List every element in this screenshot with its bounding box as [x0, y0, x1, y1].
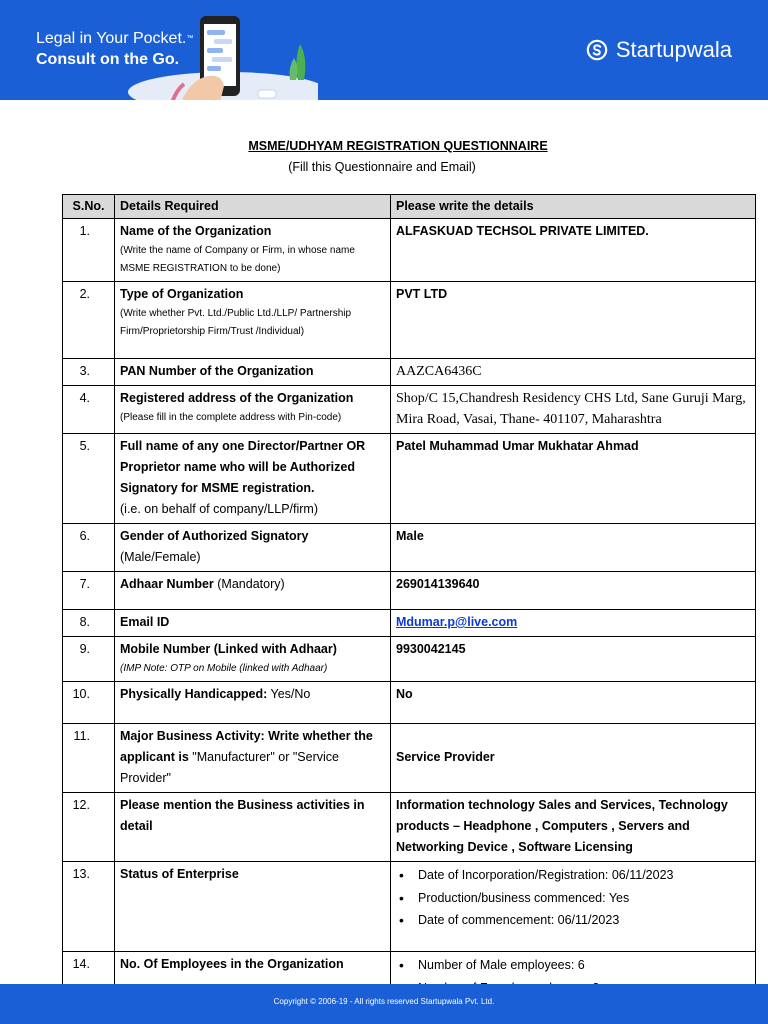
row-label: Adhaar Number	[120, 577, 214, 591]
row-note: (IMP Note: OTP on Mobile (linked with Adhaar)	[120, 663, 328, 674]
row-label: No. Of Employees in the Organization	[115, 952, 391, 1003]
row-value: PVT LTD	[391, 282, 756, 359]
table-row	[63, 724, 756, 793]
list-item: • Number of Male employees: 6	[396, 954, 750, 977]
tagline-line2: Consult on the Go.	[36, 51, 180, 68]
copyright-text: Copyright © 2006-19 - All rights reserved Startupwala Pvt. Ltd.	[273, 997, 495, 1006]
table-row	[63, 524, 756, 572]
row-sno: 5.	[63, 434, 115, 524]
startupwala-logo-icon	[586, 39, 608, 61]
table-row	[63, 682, 756, 724]
row-value: Information technology Sales and Services, Technology products – Headphone , Computers , Servers and Networking Device , Software Licensing	[391, 793, 756, 862]
row-value-cell	[391, 610, 756, 637]
row-details	[115, 524, 391, 572]
row-sno: 7.	[63, 572, 115, 610]
row-label: Please mention the Business activities in detail	[115, 793, 391, 862]
row-details	[115, 572, 391, 610]
row-details	[115, 282, 391, 359]
table-row	[63, 862, 756, 952]
row-sno: 6.	[63, 524, 115, 572]
footer-bar	[0, 984, 768, 1024]
row-details	[115, 434, 391, 524]
table-row	[63, 610, 756, 637]
row-note: Yes/No	[270, 687, 311, 701]
list-item: • Date of commencement: 06/11/2023	[396, 909, 750, 932]
list-item: • Date of Incorporation/Registration: 06/11/2023	[396, 864, 750, 887]
header-details-required: Details Required	[115, 195, 391, 219]
row-details	[115, 386, 391, 434]
table-row	[63, 572, 756, 610]
row-label: Email ID	[115, 610, 391, 637]
row-note: (Please fill in the complete address with Pin-code)	[120, 412, 342, 423]
row-sno: 13.	[63, 862, 115, 952]
table-row	[63, 637, 756, 682]
row-value-cell	[391, 862, 756, 952]
row-value: Patel Muhammad Umar Mukhatar Ahmad	[391, 434, 756, 524]
table-row	[63, 434, 756, 524]
row-sno: 8.	[63, 610, 115, 637]
row-note: (Write the name of Company or Firm, in whose name MSME REGISTRATION to be done)	[120, 245, 355, 274]
row-label: Status of Enterprise	[115, 862, 391, 952]
row-label: Gender of Authorized Signatory	[120, 529, 309, 543]
row-sno: 10.	[63, 682, 115, 724]
email-link[interactable]: Mdumar.p@live.com	[396, 615, 518, 629]
row-value: 9930042145	[391, 637, 756, 682]
row-label: Mobile Number (Linked with Adhaar)	[120, 642, 337, 656]
row-note: (Mandatory)	[217, 577, 285, 591]
row-label: PAN Number of the Organization	[115, 359, 391, 386]
row-label: Registered address of the Organization	[120, 391, 354, 405]
row-value: ALFASKUAD TECHSOL PRIVATE LIMITED.	[391, 219, 756, 282]
row-label: Physically Handicapped:	[120, 687, 268, 701]
row-sno: 9.	[63, 637, 115, 682]
table-row	[63, 793, 756, 862]
bullet-list	[396, 864, 750, 932]
row-label: Type of Organization	[120, 287, 244, 301]
row-note: (Write whether Pvt. Ltd./Public Ltd./LLP/ Partnership Firm/Proprietorship Firm/Trust /Individual)	[120, 308, 352, 337]
startupwala-logo	[586, 37, 732, 63]
tagline-line1: Legal in Your Pocket.	[36, 30, 187, 47]
row-sno: 2.	[63, 282, 115, 359]
row-value: Male	[391, 524, 756, 572]
document-subtitle: (Fill this Questionnaire and Email)	[288, 160, 476, 174]
list-item: • Production/business commenced: Yes	[396, 887, 750, 910]
row-value: Service Provider	[391, 724, 756, 793]
row-label: Name of the Organization	[120, 224, 272, 238]
table-header-row	[63, 195, 756, 219]
row-details	[115, 682, 391, 724]
table-row	[63, 282, 756, 359]
row-sno: 12.	[63, 793, 115, 862]
row-value: AAZCA6436C	[391, 359, 756, 386]
row-sno: 3.	[63, 359, 115, 386]
row-details	[115, 724, 391, 793]
row-label: Major Business Activity: Write whether the applicant is	[120, 729, 373, 764]
header-sno: S.No.	[63, 195, 115, 219]
row-details	[115, 637, 391, 682]
header-banner	[0, 0, 768, 100]
row-value: 269014139640	[391, 572, 756, 610]
row-note: (Male/Female)	[120, 550, 201, 564]
row-sno: 11.	[63, 724, 115, 793]
row-details	[115, 219, 391, 282]
row-sno: 14.	[63, 952, 115, 1003]
table-row	[63, 359, 756, 386]
header-please-write: Please write the details	[391, 195, 756, 219]
questionnaire-table	[62, 194, 756, 1003]
document-title: MSME/UDHYAM REGISTRATION QUESTIONNAIRE	[248, 139, 548, 153]
row-sno: 1.	[63, 219, 115, 282]
row-note: "Manufacturer" or "Service Provider"	[120, 750, 339, 785]
table-row	[63, 386, 756, 434]
table-row	[63, 219, 756, 282]
row-note: (i.e. on behalf of company/LLP/firm)	[120, 502, 319, 516]
row-value: Shop/C 15,Chandresh Residency CHS Ltd, Sane Guruji Marg, Mira Road, Vasai, Thane- 401107, Maharashtra	[391, 386, 756, 434]
phone-chat-illustration	[118, 10, 318, 100]
row-label: Full name of any one Director/Partner OR Proprietor name who will be Authorized Signatory for MSME registration.	[120, 439, 366, 495]
brand-name: Startupwala	[615, 37, 732, 62]
trademark-mark: ™	[186, 35, 194, 42]
row-sno: 4.	[63, 386, 115, 434]
row-value: No	[391, 682, 756, 724]
